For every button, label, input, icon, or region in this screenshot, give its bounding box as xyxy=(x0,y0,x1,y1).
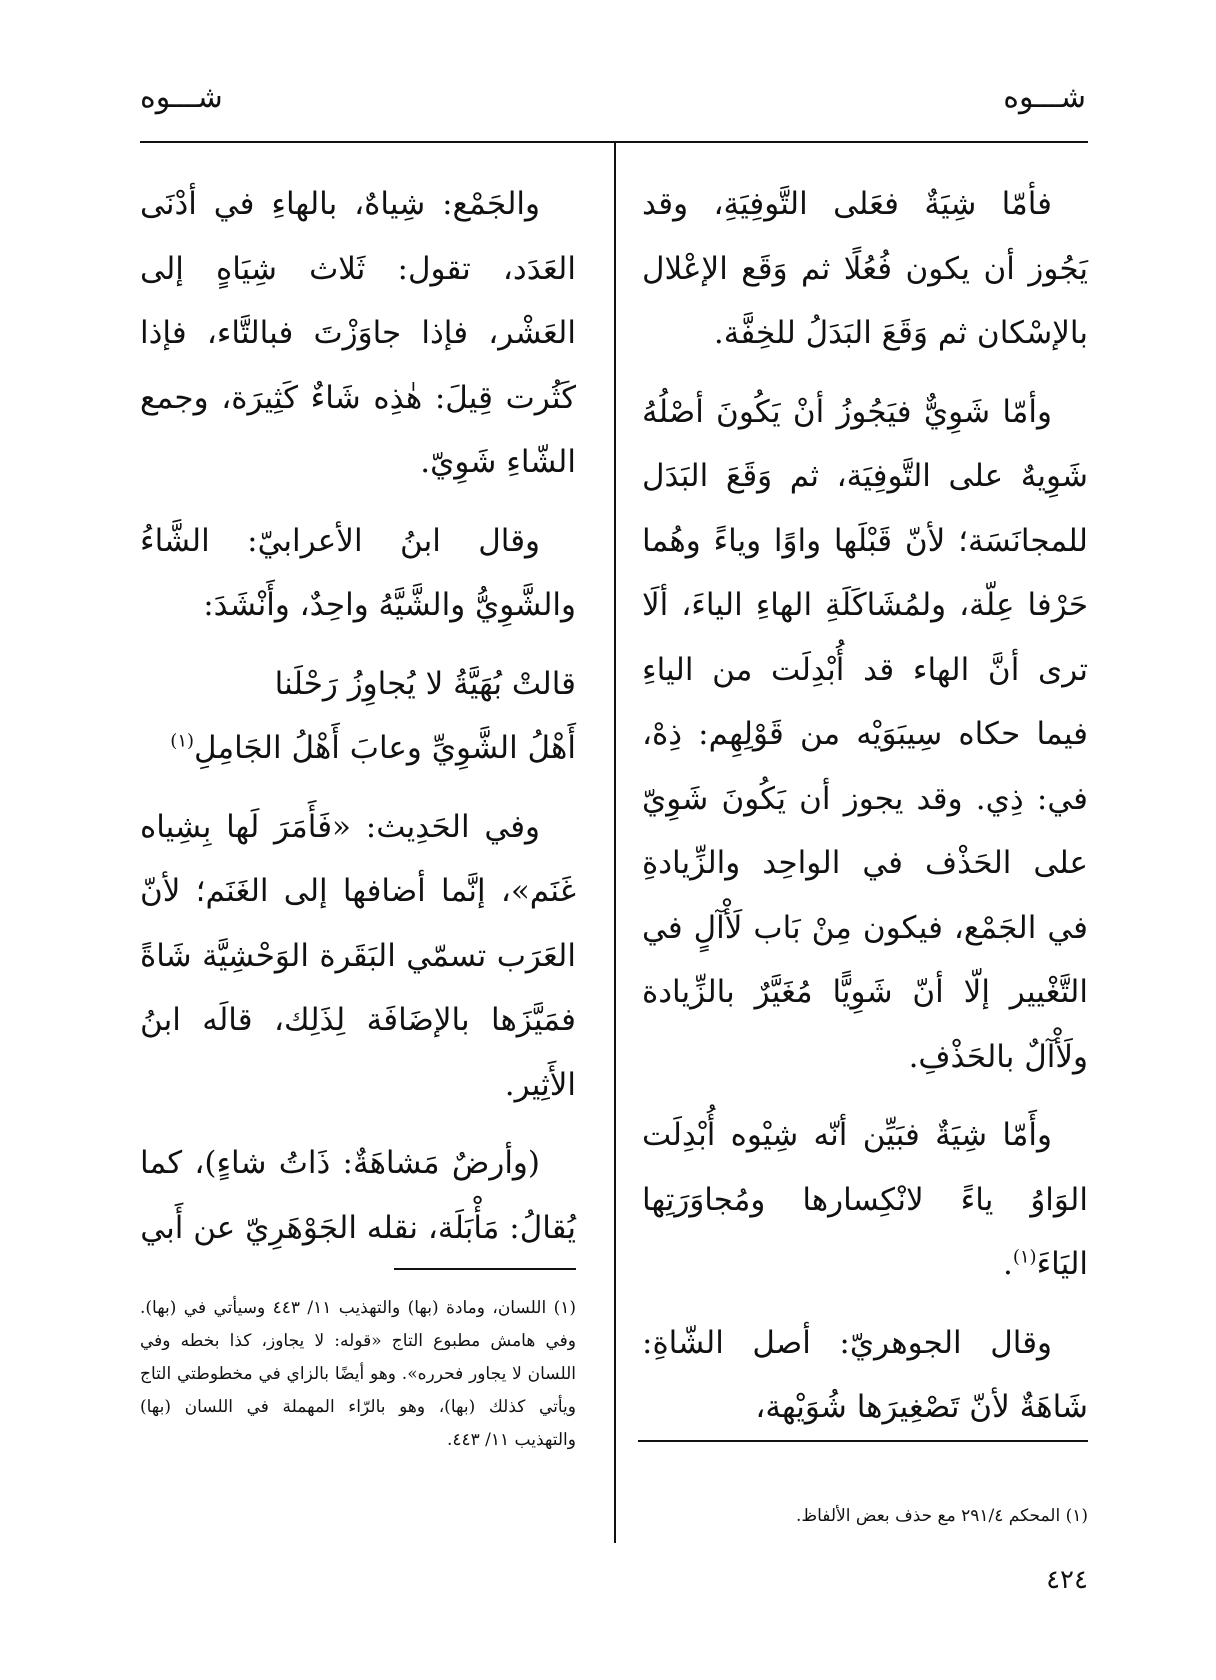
paragraph: وقال ابنُ الأعرابيّ: الشَّاءُ والشَّوِيُّ والشَّيَّهُ واحِدٌ، وأَنْشَدَ: xyxy=(140,522,576,623)
footnote: (١) المحكم ٢٩١/٤ مع حذف بعض الألفاظ. xyxy=(796,1506,1088,1526)
running-head-right: شـــوه xyxy=(1003,80,1086,115)
verse-line xyxy=(140,716,576,781)
paragraph-end: . xyxy=(1002,1246,1013,1282)
footnote: (١) اللسان، ومادة (بها) والتهذيب ١١/ ٤٤٣ وسيأتي في (بها). وفي هامش مطبوع التاج «قوله: لا يجاوز، كذا بخطه وفي اللسان لا يجاور فحرره». وهو أيضًا بالزاي في مخطوطتي التاج ويأتي كذلك (بها)، وهو بالرّاء المهملة في اللسان (بها) والتهذيب ١١/ ٤٤٣. xyxy=(140,1298,576,1450)
paragraph: وأمّا شَوِيٌّ فيَجُوزُ أنْ يَكُونَ أصْلُهُ شَوِيهٌ على التَّوفِيَة، ثم وَقَعَ البَدَل للمجانَسَة؛ لأنّ قَبْلَها واوًا وياءً وهُما حَرْفا عِلّة، ولمُشَاكَلَةِ الهاءِ الياءَ، ألَا ترى أنَّ الهاء قد أُبْدِلَت من الياءِ فيما حكاه سِيبَوَيْه من قَوْلِهِم: ذِهْ، في: ذِي. وقد يجوز أن يَكُونَ شَوِيّ على الحَذْف في الواحِد والزِّيادةِ في الجَمْع، فيكون مِنْ بَاب لَأْآلٍ في التَّغْيير إلّا أنّ شَوِيًّا مُغَيَّرٌ بالزِّيادة ولَأْآلٌ بالحَذْفِ. xyxy=(642,393,1088,1075)
paragraph: (وأرضٌ مَشاهَةٌ: ذَاتُ شاءٍ)، كما يُقالُ: مَأْبَلَة، نقله الجَوْهَرِيّ عن أَبي xyxy=(140,1145,576,1246)
running-head-left: شـــوه xyxy=(140,80,223,115)
paragraph xyxy=(642,1103,1088,1297)
verse-text: أَهْلُ الشَّوِيِّ وعابَ أَهْلُ الجَامِلِ xyxy=(194,730,576,766)
footnote-rule xyxy=(394,1268,576,1270)
footnote-rule xyxy=(638,1440,1088,1442)
paragraph: والجَمْع: شِياهٌ، بالهاءِ في أدْنَى العَدَد، تقول: ثَلاث شِيَاهٍ إلى العَشْر، فإذا جاوَزْتَ فبالتَّاء، فإذا كَثُرت قِيلَ: هٰذِه شَاءٌ كَثِيرَة، وجمع الشّاءِ شَوِيّ. xyxy=(140,186,576,480)
column-divider xyxy=(614,143,616,1543)
paragraph: فأمّا شِيَةٌ فعَلى التَّوفِيَةِ، وقد يَجُوز أن يكون فُعُلًا ثم وَقَع الإعْلال بالإسْكان ثم وَقَعَ البَدَلُ للخِفَّة. xyxy=(642,186,1088,351)
page-number: ٤٢٤ xyxy=(1046,1565,1088,1595)
paragraph-text: وأَمّا شِيَةٌ فبَيِّن أنّه شِيْوه أُبْدِلَت الوَاوُ ياءً لانْكِسارها ومُجاوَرَتِها اليَاءَ xyxy=(642,1117,1088,1282)
paragraph: وقال الجوهريّ: أصل الشّاةِ: شَاهَةٌ لأنّ تَصْغِيرَها شُوَيْهة، xyxy=(642,1324,1088,1425)
verse-line: قالتْ بُهَيَّةُ لا يُجاوِزُ رَحْلَنا xyxy=(274,665,576,702)
footnote-marker: (١) xyxy=(170,730,195,752)
footnote-marker: (١) xyxy=(1012,1246,1037,1268)
right-column xyxy=(642,172,1088,1454)
left-column xyxy=(140,172,576,1274)
paragraph: وفي الحَدِيث: «فَأَمَرَ لَها بِشِياه غَنَم»، إنَّما أضافها إلى الغَنَم؛ لأنّ العَرَب تسمّي البَقَرة الوَحْشِيَّة شَاةً فمَيَّزَها بالإضَافَة لِذَلِك، قالَه ابنُ الأَثِير. xyxy=(140,808,576,1103)
